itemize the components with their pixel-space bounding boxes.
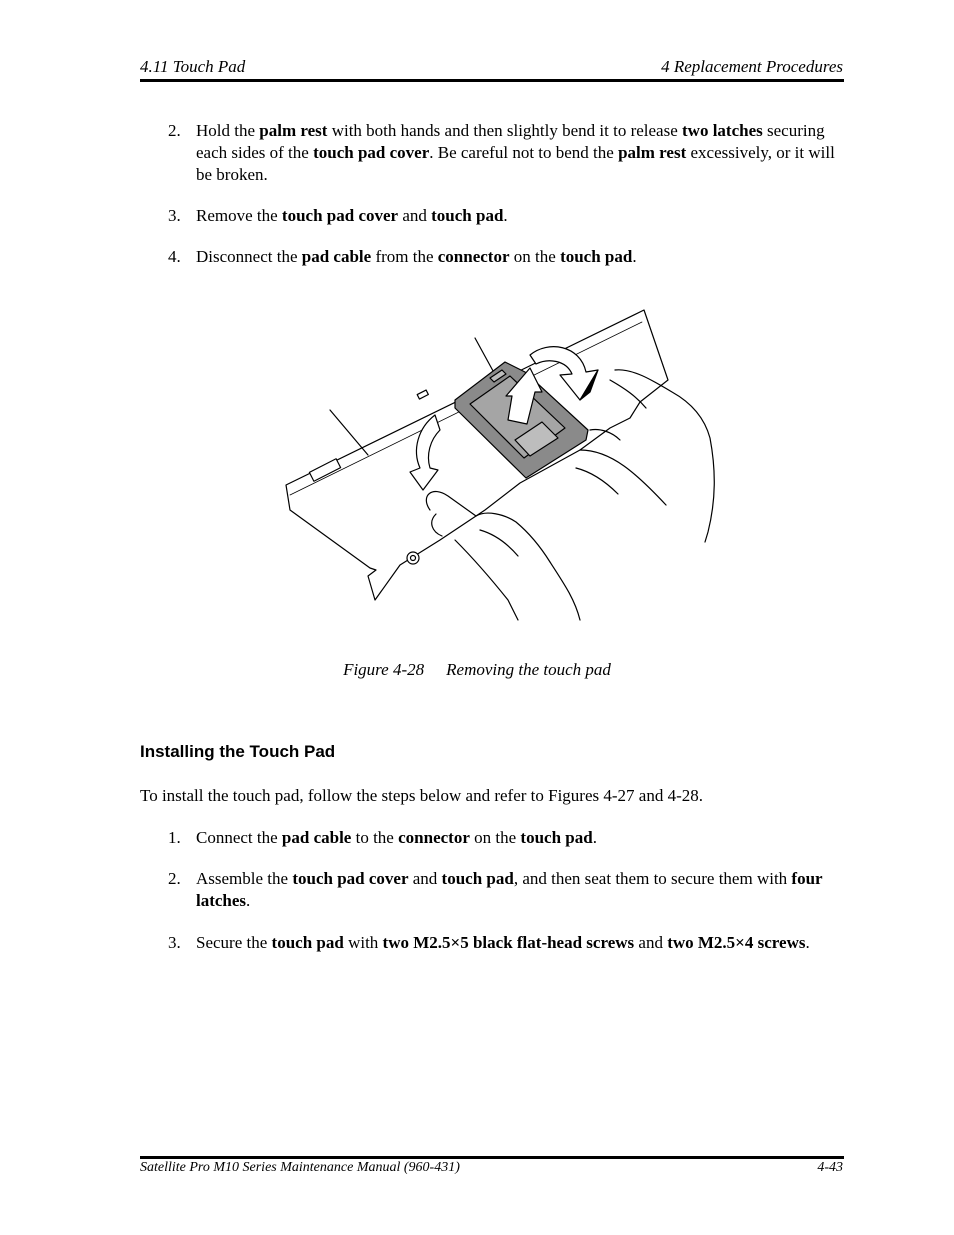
text-run: , and then seat them to secure them with [513, 869, 792, 888]
figure-caption [0, 660, 954, 680]
bold-term: touch pad [271, 933, 344, 952]
text-run: with [343, 933, 383, 952]
text-run: . Be careful not to bend the [429, 143, 619, 162]
step-number: 2. [168, 121, 181, 140]
section-heading: Installing the Touch Pad [140, 742, 336, 761]
bold-term: touch pad [520, 828, 593, 847]
bold-term: touch pad [441, 869, 514, 888]
text-run: to the [351, 828, 399, 847]
text-run: . [632, 247, 637, 266]
step-number: 2. [168, 869, 181, 888]
bold-term: touch pad cover [313, 143, 430, 162]
step-text [196, 868, 846, 912]
bold-term: palm rest [618, 143, 687, 162]
text-run: Disconnect the [196, 247, 302, 266]
text-run: Secure the [196, 933, 272, 952]
step-text [196, 827, 846, 849]
text-run: Connect the [196, 828, 282, 847]
palm-rest [286, 310, 668, 600]
text-run: on the [469, 828, 521, 847]
footer-page-number: 4-43 [817, 1160, 843, 1175]
bold-term: two M2.5×5 black flat-head screws [382, 933, 635, 952]
step-number: 3. [168, 933, 181, 952]
text-run: Hold the [196, 121, 260, 140]
page-header [140, 57, 843, 79]
step-text [196, 120, 846, 186]
page-footer [140, 1160, 843, 1180]
touch-pad-removal-illustration [280, 300, 720, 630]
header-section-title: 4.11 Touch Pad [140, 57, 246, 76]
text-run: and [634, 933, 668, 952]
header-rule [140, 79, 844, 82]
text-run: . [503, 206, 508, 225]
bold-term: connector [437, 247, 510, 266]
section-intro: To install the touch pad, follow the steps below and refer to Figures 4-27 and 4-28. [140, 786, 703, 805]
step-text [196, 246, 846, 268]
bold-term: touch pad [431, 206, 504, 225]
bold-term: touch pad cover [292, 869, 409, 888]
text-run: excessively, or it will be broken. [196, 143, 835, 184]
header-chapter-title: 4 Replacement Procedures [661, 57, 843, 76]
bold-term: pad cable [281, 828, 352, 847]
footer-rule [140, 1156, 844, 1159]
step-number: 3. [168, 206, 181, 225]
text-run: and [398, 206, 432, 225]
step-text [196, 205, 846, 227]
bold-term: touch pad cover [281, 206, 399, 225]
text-run: and [408, 869, 442, 888]
figure-title: Removing the touch pad [446, 660, 611, 679]
text-run: . [805, 933, 810, 952]
text-run: securing each sides of the [196, 121, 825, 162]
bold-term: pad cable [301, 247, 372, 266]
text-run: Remove the [196, 206, 282, 225]
step-number: 4. [168, 247, 181, 266]
text-run: . [592, 828, 597, 847]
bold-term: touch pad [560, 247, 633, 266]
bold-term: palm rest [259, 121, 328, 140]
bold-term: two M2.5×4 screws [667, 933, 806, 952]
bold-term: four latches [196, 869, 823, 910]
bold-term: connector [398, 828, 470, 847]
step-text [196, 932, 846, 954]
text-run: on the [509, 247, 561, 266]
text-run: from the [371, 247, 438, 266]
footer-manual-title: Satellite Pro M10 Series Maintenance Manual (960-431) [140, 1160, 460, 1175]
text-run: . [246, 891, 251, 910]
figure-label: Figure 4-28 [343, 660, 425, 679]
text-run: with both hands and then slightly bend it to release [327, 121, 683, 140]
text-run: Assemble the [196, 869, 293, 888]
bold-term: two latches [682, 121, 763, 140]
step-number: 1. [168, 828, 181, 847]
